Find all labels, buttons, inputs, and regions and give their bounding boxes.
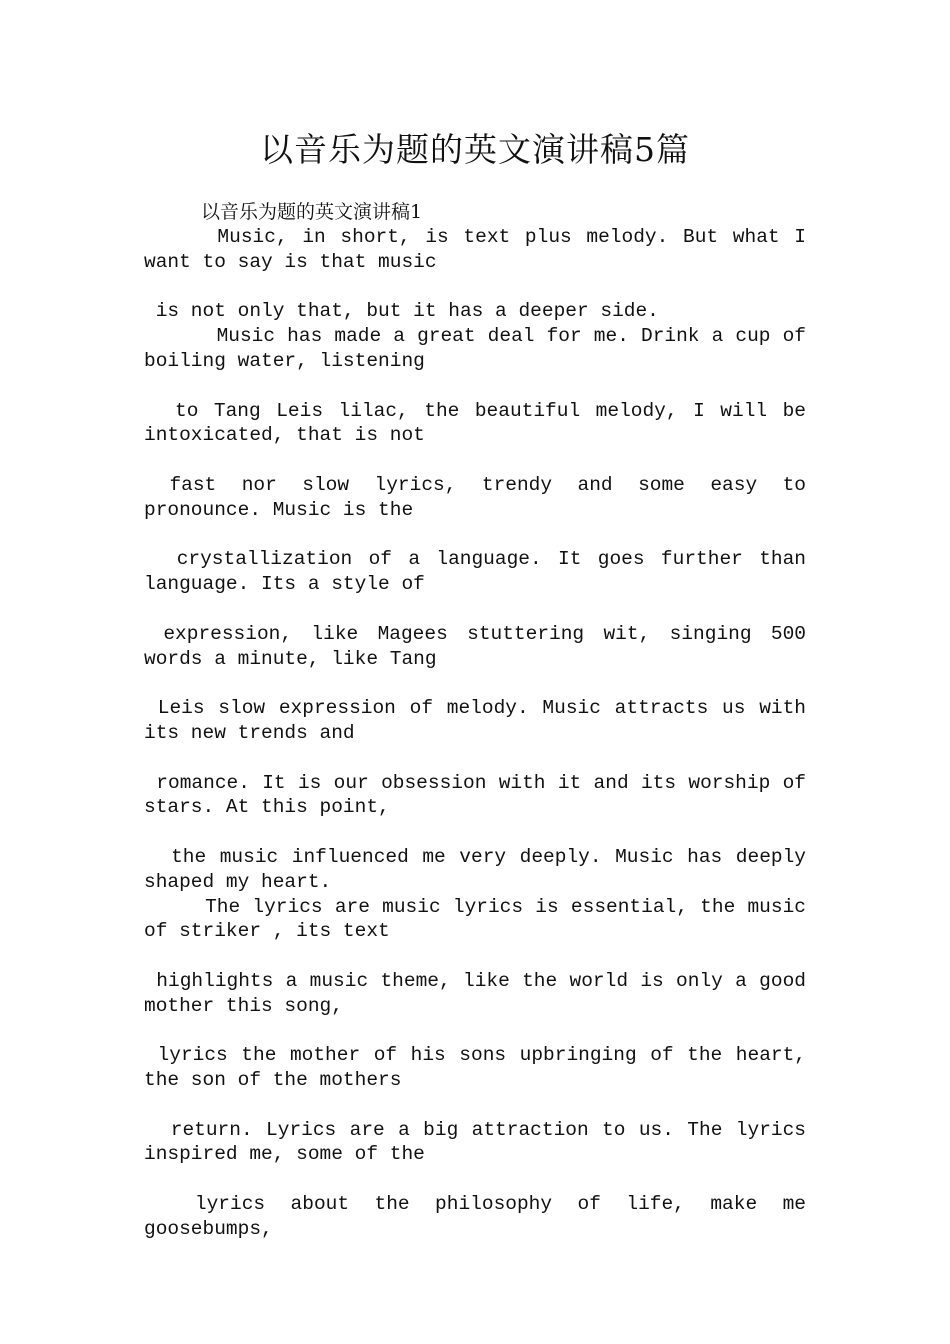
body-paragraph: highlights a music theme, like the world is only a good mother this song,	[144, 969, 806, 1017]
paragraph-gap	[144, 820, 806, 845]
paragraph-gap	[144, 1093, 806, 1118]
body-paragraph: Music has made a great deal for me. Drink a cup of boiling water, listening	[144, 325, 806, 372]
body-paragraph: fast nor slow lyrics, trendy and some easy to pronounce. Music is the	[144, 473, 806, 521]
paragraph-gap	[144, 275, 806, 300]
document-title: 以音乐为题的英文演讲稿5篇	[260, 130, 690, 169]
body-paragraph: to Tang Leis lilac, the beautiful melody, I will be intoxicated, that is not	[144, 399, 806, 447]
paragraph-gap	[144, 944, 806, 969]
body-paragraph: The lyrics are music lyrics is essential, the music of striker , its text	[144, 895, 806, 943]
body-paragraph: lyrics about the philosophy of life, make me goosebumps,	[144, 1193, 806, 1240]
paragraph-gap	[144, 374, 806, 399]
paragraph-gap	[144, 523, 806, 548]
body-paragraph: romance. It is our obsession with it and its worship of stars. At this point,	[144, 771, 806, 819]
body-paragraph: lyrics the mother of his sons upbringing of the heart, the son of the mothers	[144, 1044, 806, 1092]
paragraph-gap	[144, 597, 806, 622]
document-body	[144, 225, 806, 1242]
body-paragraph: Leis slow expression of melody. Music attracts us with its new trends and	[144, 697, 806, 744]
section-heading: 以音乐为题的英文演讲稿1	[201, 201, 423, 223]
body-paragraph: the music influenced me very deeply. Music has deeply shaped my heart.	[144, 845, 806, 893]
paragraph-gap	[144, 671, 806, 696]
body-paragraph: expression, like Magees stuttering wit, singing 500 words a minute, like Tang	[144, 622, 806, 670]
paragraph-gap	[144, 1167, 806, 1192]
paragraph-gap	[144, 448, 806, 473]
body-paragraph: is not only that, but it has a deeper side.	[144, 300, 659, 323]
paragraph-gap	[144, 1019, 806, 1044]
body-paragraph: return. Lyrics are a big attraction to us. The lyrics inspired me, some of the	[144, 1118, 806, 1166]
paragraph-gap	[144, 746, 806, 771]
body-paragraph: Music, in short, is text plus melody. But what I want to say is that music	[144, 226, 806, 273]
body-paragraph: crystallization of a language. It goes further than language. Its a style of	[144, 548, 806, 596]
